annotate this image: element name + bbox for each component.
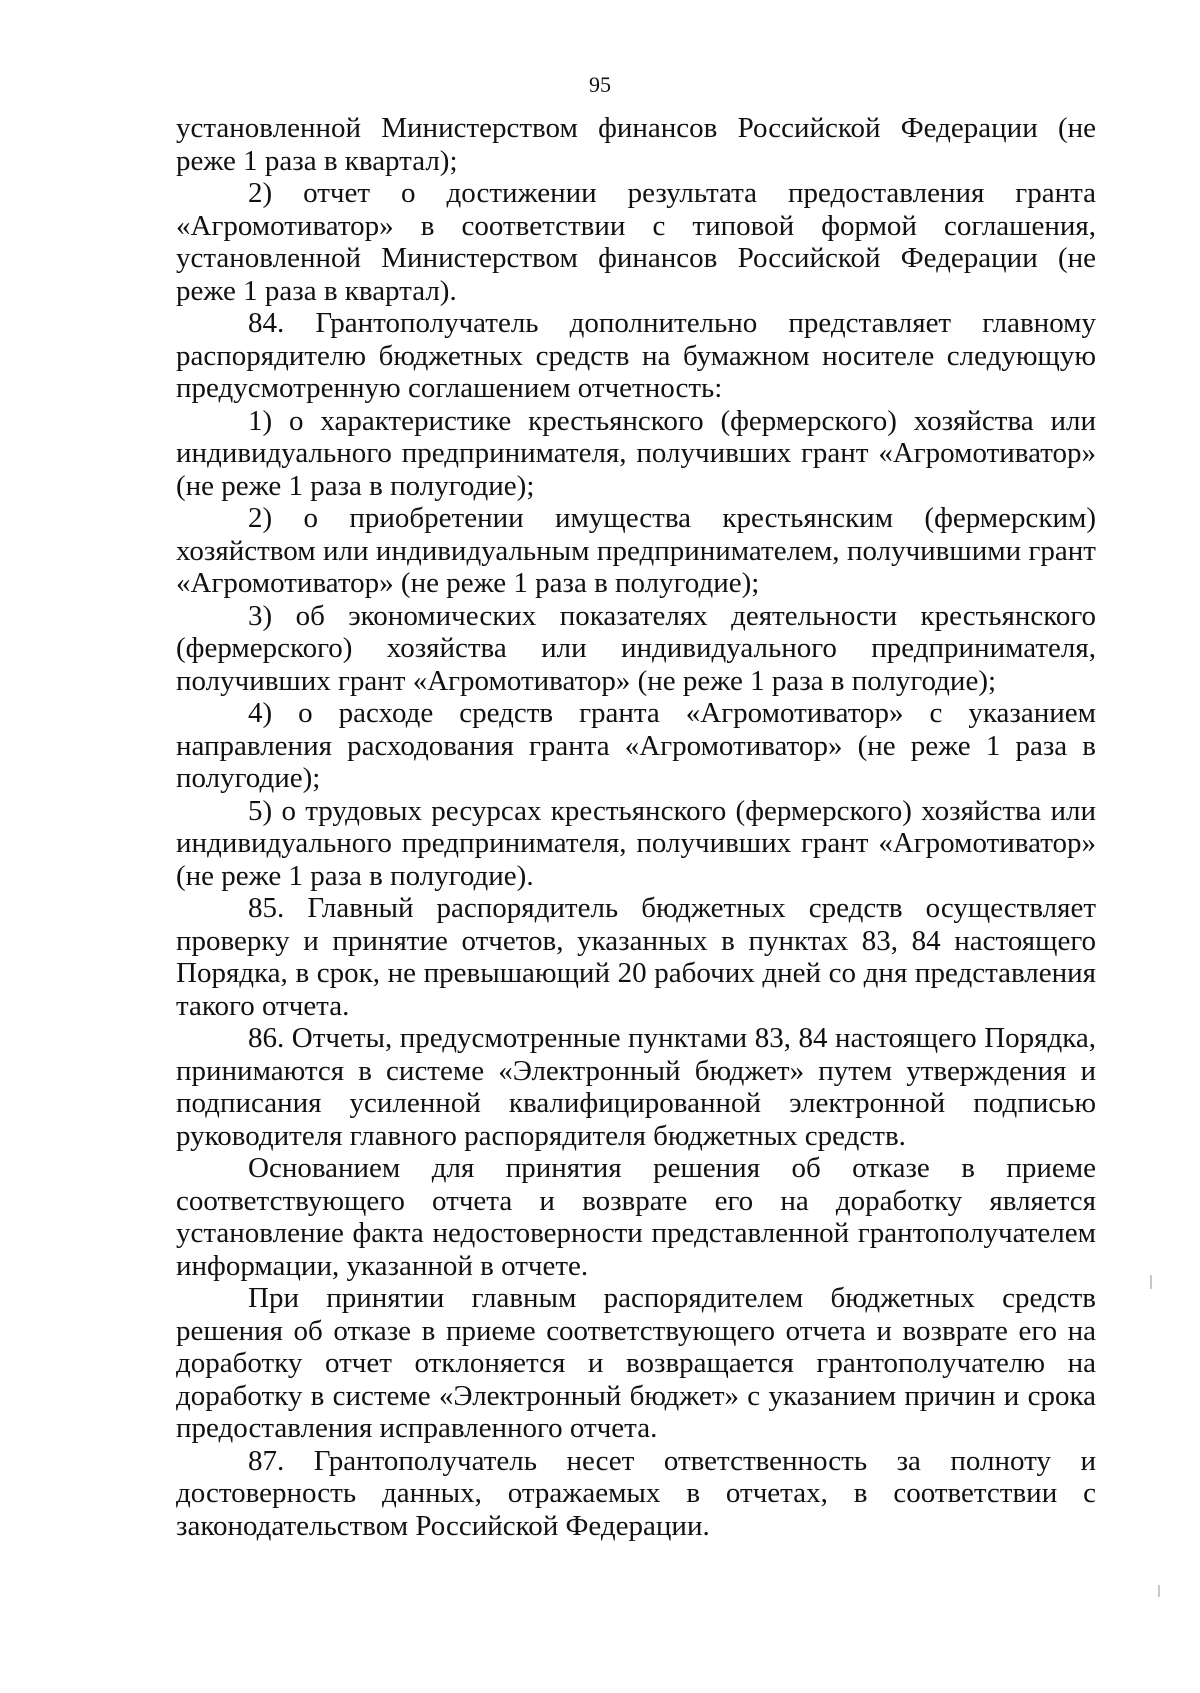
paragraph-84-item-5: 5) о трудовых ресурсах крестьянского (фермерского) хозяйства или индивидуального предпринимателя, получивших грант «Агромотиватор» (не реже 1 раза в полугодие). [176,794,1096,892]
paragraph-refusal-procedure: При принятии главным распорядителем бюджетных средств решения об отказе в приеме соответствующего отчета и возврате его на доработку отчет отклоняется и возвращается грантополучателю на доработку в системе «Электронный бюджет» с указанием причин и срока предоставления исправленного отчета. [176,1282,1096,1444]
paragraph-refusal-grounds: Основанием для принятия решения об отказе в приеме соответствующего отчета и возврате его на доработку является установление факта недостоверности представленной грантополучателем информации, указанной в отчете. [176,1152,1096,1282]
paragraph-clause-84: 84. Грантополучатель дополнительно представляет главному распорядителю бюджетных средств на бумажном носителе следующую предусмотренную соглашением отчетность: [176,307,1096,404]
paragraph-clause-86: 86. Отчеты, предусмотренные пунктами 83, 84 настоящего Порядка, принимаются в системе «Электронный бюджет» путем утверждения и подписания усиленной квалифицированной электронной подписью руководителя главного распорядителя бюджетных средств. [176,1022,1096,1152]
paragraph-84-item-2: 2) о приобретении имущества крестьянским (фермерским) хозяйством или индивидуальным предпринимателем, получившими грант «Агромотиватор» (не реже 1 раза в полугодие); [176,502,1096,599]
paragraph-84-item-4: 4) о расходе средств гранта «Агромотиватор» с указанием направления расходования гранта «Агромотиватор» (не реже 1 раза в полугодие); [176,697,1096,794]
paragraph-item-2-report: 2) отчет о достижении результата предоставления гранта «Агромотиватор» в соответствии с типовой формой соглашения, установленной Министерством финансов Российской Федерации (не реже 1 раза в квартал). [176,177,1096,307]
paragraph-clause-85: 85. Главный распорядитель бюджетных средств осуществляет проверку и принятие отчетов, указанных в пунктах 83, 84 настоящего Порядка, в срок, не превышающий 20 рабочих дней со дня представления такого отчета. [176,892,1096,1022]
paragraph-intro-continuation: установленной Министерством финансов Российской Федерации (не реже 1 раза в квартал); [176,112,1096,177]
scan-artifact [1158,1585,1160,1597]
document-body [176,112,1096,1542]
page-number: 95 [589,72,611,97]
paragraph-84-item-1: 1) о характеристике крестьянского (фермерского) хозяйства или индивидуального предпринимателя, получивших грант «Агромотиватор» (не реже 1 раза в полугодие); [176,404,1096,502]
paragraph-84-item-3: 3) об экономических показателях деятельности крестьянского (фермерского) хозяйства или индивидуального предпринимателя, получивших грант «Агромотиватор» (не реже 1 раза в полугодие); [176,599,1096,697]
paragraph-clause-87: 87. Грантополучатель несет ответственность за полноту и достоверность данных, отражаемых в отчетах, в соответствии с законодательством Российской Федерации. [176,1444,1096,1542]
scan-artifact [1150,1275,1152,1289]
